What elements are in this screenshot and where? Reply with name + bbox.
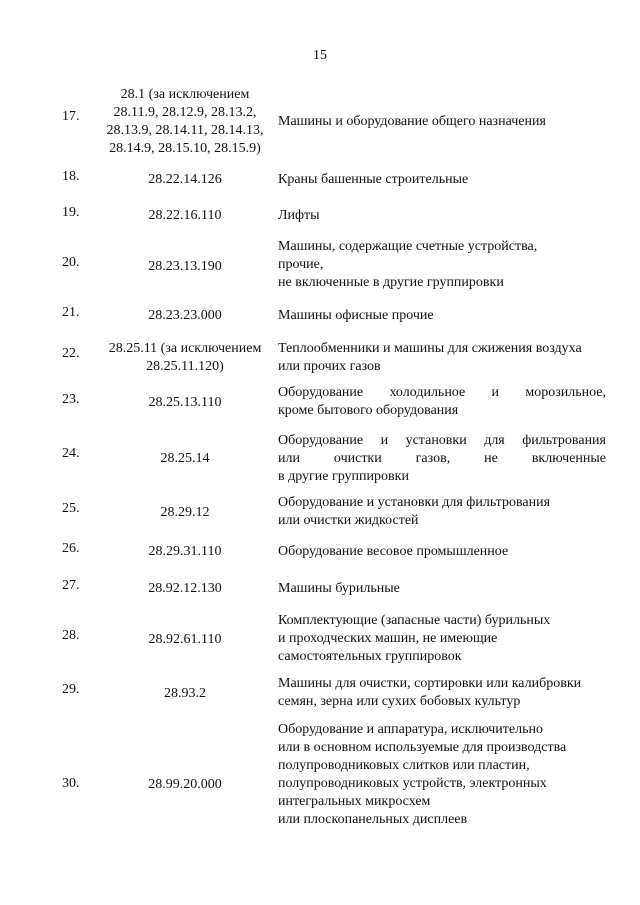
row-number: 26. xyxy=(62,541,80,556)
row-number: 27. xyxy=(62,578,80,593)
item-description: Машины офисные прочие xyxy=(278,308,434,323)
okpd-code: 28.23.13.190 xyxy=(148,259,222,274)
okpd-code: 28.29.31.110 xyxy=(148,544,222,559)
item-description: Оборудование и установки для фильтрования или очистки жидкостей xyxy=(278,495,551,528)
item-description: Оборудование холодильное и морозильное, кроме бытового оборудования xyxy=(278,385,606,418)
row-number: 24. xyxy=(62,446,80,461)
okpd-code: 28.25.11 (за исключением 28.25.11.120) xyxy=(108,341,262,374)
item-description: Оборудование и аппаратура, исключительно или в основном используемые для производства полупроводниковых слитков или пластин, полупроводниковых устройств, электронных интегральных микросхем или плоскопанельных дисплеев xyxy=(278,722,567,827)
okpd-code: 28.1 (за исключением 28.11.9, 28.12.9, 28.13.2, 28.13.9, 28.14.11, 28.14.13, 28.14.9, 28.15.10, 28.15.9) xyxy=(106,87,264,156)
okpd-code: 28.23.23.000 xyxy=(148,308,222,323)
item-description: Краны башенные строительные xyxy=(278,172,469,187)
okpd-code: 28.92.61.110 xyxy=(148,632,222,647)
row-number: 23. xyxy=(62,392,80,407)
row-number: 17. xyxy=(62,109,80,124)
item-description: Лифты xyxy=(278,208,320,223)
okpd-code: 28.22.16.110 xyxy=(148,208,222,223)
item-description: Комплектующие (запасные части) бурильных и проходческих машин, не имеющие самостоятельных группировок xyxy=(278,613,551,664)
okpd-code: 28.99.20.000 xyxy=(148,777,222,792)
item-description: Машины для очистки, сортировки или калибровки семян, зерна или сухих бобовых культур xyxy=(278,676,582,709)
row-number: 29. xyxy=(62,682,80,697)
row-number: 20. xyxy=(62,255,80,270)
okpd-code: 28.25.13.110 xyxy=(148,395,222,410)
row-number: 22. xyxy=(62,346,80,361)
okpd-code: 28.92.12.130 xyxy=(148,581,222,596)
item-description: Машины бурильные xyxy=(278,581,400,596)
item-description: Машины, содержащие счетные устройства, прочие, не включенные в другие группировки xyxy=(278,239,538,290)
item-description: Оборудование весовое промышленное xyxy=(278,544,509,559)
item-description: Машины и оборудование общего назначения xyxy=(278,114,546,129)
okpd-code: 28.22.14.126 xyxy=(148,172,222,187)
row-number: 21. xyxy=(62,305,80,320)
row-number: 18. xyxy=(62,169,80,184)
okpd-code: 28.93.2 xyxy=(164,686,206,701)
row-number: 25. xyxy=(62,501,80,516)
item-description: Оборудование и установки для фильтрования или очистки газов, не включенные в другие группировки xyxy=(278,433,606,484)
row-number: 19. xyxy=(62,205,80,220)
item-description: Теплообменники и машины для сжижения воздуха или прочих газов xyxy=(278,341,582,374)
row-number: 28. xyxy=(62,628,80,643)
okpd-code: 28.25.14 xyxy=(160,451,210,466)
okpd-code: 28.29.12 xyxy=(160,505,210,520)
row-number: 30. xyxy=(62,776,80,791)
page-number: 15 xyxy=(313,48,327,63)
